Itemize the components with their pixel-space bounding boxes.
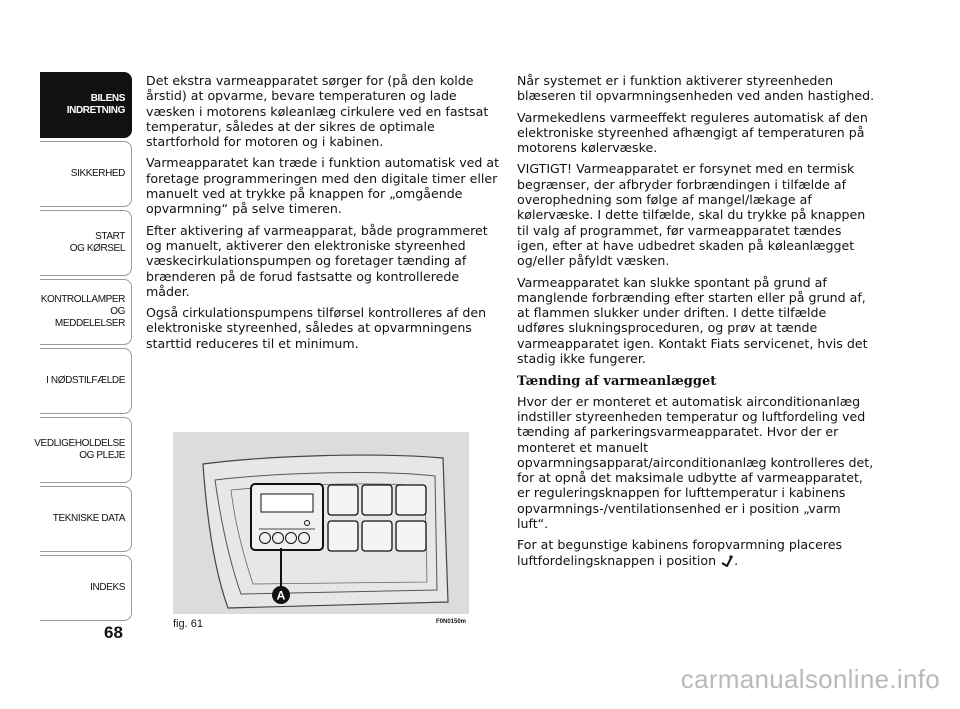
paragraph: For at begunstige kabinens foropvarmning placeres luftfordelingsknappen i position . — [517, 537, 843, 568]
section-tabs — [34, 72, 132, 624]
paragraph-text: For at begunstige kabinens foropvarmning placeres luftfordelingsknappen i position — [517, 537, 843, 568]
paragraph: Varmeapparatet kan træde i funktion automatisk ved at foretage programmeringen med den digitale timer eller manuelt ved at trykke på knappen for „omgående opvarmning“ på selve timeren. — [146, 155, 500, 217]
paragraph: Varmeapparatet kan slukke spontant på grund af manglende forbrænding efter starten eller på grund af, at flammen slukker under driften. I dette tilfælde udføres slukningsproceduren, og prøv at tænde varmeapparatet igen. Kontakt Fiats servicenet, hvis det stadig ikke fungerer. — [517, 274, 868, 367]
paragraph: Også cirkulationspumpens tilførsel kontrolleres af den elektroniske styreenhed, således at opvarmningens starttid reduceres til et minimum. — [146, 305, 487, 351]
paragraph: Hvor der er monteret et automatisk airconditionanlæg indstiller styreenheden temperatur og luftfordeling ved tænding af parkeringsvarmeapparatet. Hvor der er monteret et manuelt opvarmningsapparat/airconditionanlæg kontrolleres det, for at opnå det maksimale udbytte af varmeapparatet, er reguleringsknappen for lufttemperatur i kabinens opvarmnings-/ventilationsenhed er i position „varm luft“. — [517, 393, 874, 532]
figure-heater-timer — [173, 432, 469, 614]
paragraph: Efter aktivering af varmeapparat, både programmeret og manuelt, aktiverer den elektroniske styreenhed væskecirkulationspumpen og foretager tænding af brænderen på de forud fastsatte og kontrollerede måder. — [146, 222, 488, 299]
text-column-left — [146, 73, 502, 357]
tab-tekniske-data[interactable]: TEKNISKE DATA — [40, 486, 132, 552]
page-number: 68 — [104, 623, 123, 642]
dashboard-illustration — [173, 432, 469, 614]
air-distribution-icon — [720, 554, 734, 567]
tab-indeks[interactable]: INDEKS — [40, 555, 132, 621]
callout-label: A — [276, 588, 286, 603]
paragraph: Det ekstra varmeapparatet sørger for (på den kolde årstid) at opvarme, bevare temperaturen og lade væsken i motorens køleanlæg cirkulere ved en fastsat temperatur, således at der sikres de optimale startforhold for motoren og i kabinen. — [146, 73, 489, 150]
figure-caption: fig. 61 — [173, 618, 203, 630]
section-heading: Tænding af varmeanlægget — [517, 374, 717, 390]
paragraph: Varmekedlens varmeeffekt reguleres automatisk af den elektroniske styreenhed afhængigt af temperaturen på motorens kølervæske. — [517, 109, 868, 156]
paragraph: VIGTIGT! Varmeapparatet er forsynet med en termisk begrænser, der afbryder forbrændingen i tilfælde af overophedning som følge af mangel/lækage af kølervæske. I dette tilfælde, skal du trykke på knappen til valg af programmet, før varmeapparatet tændes igen, efter at have udbedret skaden på køleanlægget og/eller påfyldt væsken. — [517, 161, 866, 269]
tab-sikkerhed[interactable]: SIKKERHED — [40, 141, 132, 207]
tab-kontrollamper[interactable]: KONTROLLAMPER OG MEDDELELSER — [40, 279, 132, 345]
tab-vedligeholdelse[interactable]: VEDLIGEHOLDELSE OG PLEJE — [40, 417, 132, 483]
text-column-right — [517, 73, 875, 574]
watermark: carmanualsonline.info — [680, 664, 940, 694]
paragraph: Når systemet er i funktion aktiverer styreenheden blæseren til opvarmningsenheden ved anden hastighed. — [517, 73, 875, 104]
tab-bilens-indretning[interactable]: BILENS INDRETNING — [40, 72, 132, 138]
figure-code: F0N0150m — [436, 619, 467, 625]
tab-i-nodstilfaelde[interactable]: I NØDSTILFÆLDE — [40, 348, 132, 414]
tab-start-og-korsel[interactable]: START OG KØRSEL — [40, 210, 132, 276]
